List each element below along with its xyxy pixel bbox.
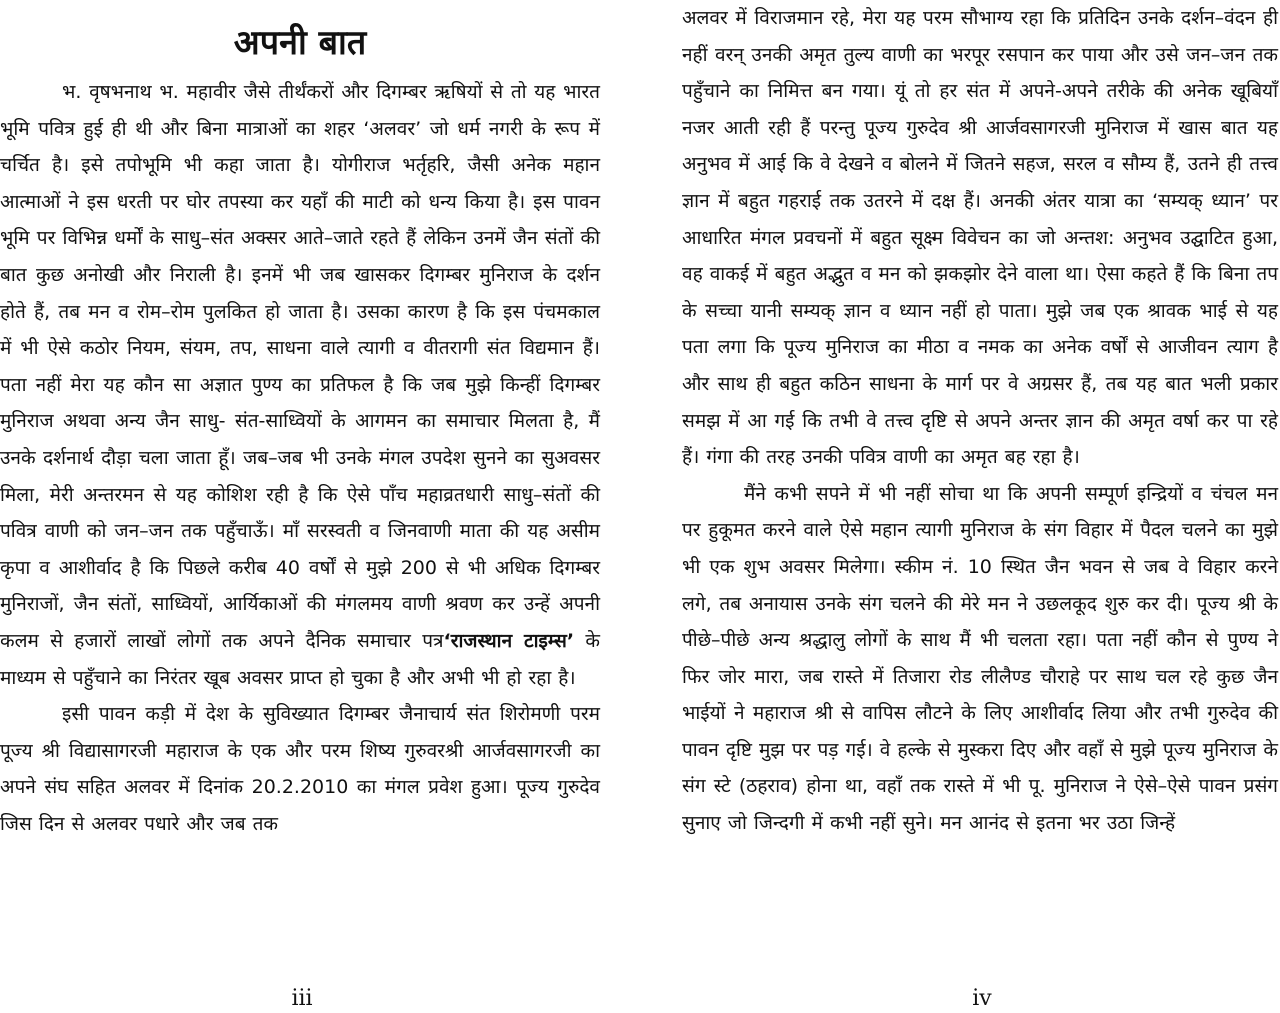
- right-page: [640, 0, 1280, 1013]
- left-paragraph-1-text: भ. वृषभनाथ भ. महावीर जैसे तीर्थंकरों और दिगम्बर ऋषियों से तो यह भारत भूमि पवित्र हुई ही थी और बिना मात्राओं का शहर ‘अलवर’ जो धर्म नगरी के रूप में चर्चित है। इसे तपोभूमि भी कहा जाता है। योगीराज भर्तृहरि, जैसी अनेक महान आत्माओं ने इस धरती पर घोर तपस्या कर यहाँ की माटी को धन्य किया है। इस पावन भूमि पर विभिन्न धर्मों के साधु–संत अक्सर आते–जाते रहते हैं लेकिन उनमें जैन संतों की बात कुछ अनोखी और निराली है। इनमें भी जब खासकर दिगम्बर मुनिराज के दर्शन होते हैं, तब मन व रोम–रोम पुलकित हो जाता है। उसका कारण है कि इस पंचमकाल में भी ऐसे कठोर नियम, संयम, तप, साधना वाले त्यागी व वीतरागी संत विद्यमान हैं। पता नहीं मेरा यह कौन सा अज्ञात पुण्य का प्रतिफल है कि जब मुझे किन्हीं दिगम्बर मुनिराज अथवा अन्य जैन साधु- संत-साध्वियों के आगमन का समाचार मिलता है, मैं उनके दर्शनार्थ दौड़ा चला जाता हूँ। जब–जब भी उनके मंगल उपदेश सुनने का सुअवसर मिला, मेरी अन्तरमन से यह कोशिश रही है कि ऐसे पाँच महाव्रतधारी साधु–संतों की पवित्र वाणी को जन–जन तक पहुँचाऊँ। माँ सरस्वती व जिनवाणी माता की यह असीम कृपा व आशीर्वाद है कि पिछले करीब 40 वर्षों से मुझे 200 से भी अधिक दिगम्बर मुनिराजों, जैन संतों, साध्वियों, आर्यिकाओं की मंगलमय वाणी श्रवण कर उन्हें अपनी कलम से हजारों लाखों लोगों तक अपने दैनिक समाचार पत्र: [0, 81, 600, 652]
- page-number-left: iii: [291, 986, 313, 1011]
- right-paragraph-1: अलवर में विराजमान रहे, मेरा यह परम सौभाग्य रहा कि प्रतिदिन उनके दर्शन–वंदन ही नहीं वरन् उनकी अमृत तुल्य वाणी का भरपूर रसपान कर पाया और उसे जन–जन तक पहुँचाने का निमित्त बन गया। यूं तो हर संत में अपने-अपने तरीके की अनेक खूबियाँ नजर आती रही हैं परन्तु पूज्य गुरुदेव श्री आर्जवसागरजी मुनिराज में खास बात यह अनुभव में आई कि वे देखने व बोलने में जितने सहज, सरल व सौम्य हैं, उतने ही तत्त्व ज्ञान में बहुत गहराई तक उतरने में दक्ष हैं। अनकी अंतर यात्रा का ‘सम्यक् ध्यान’ पर आधारित मंगल प्रवचनों में बहुत सूक्ष्म विवेचन का जो अन्तश: अनुभव उद्घाटित हुआ, वह वाकई में बहुत अद्भुत व मन को झकझोर देने वाला था। ऐसा कहते हैं कि बिना तप के सच्चा यानी सम्यक् ज्ञान व ध्यान नहीं हो पाता। मुझे जब एक श्रावक भाई से यह पता लगा कि पूज्य मुनिराज का मीठा व नमक का अनेक वर्षों से आजीवन त्याग है और साथ ही बहुत कठिन साधना के मार्ग पर वे अग्रसर हैं, तब यह बात भली प्रकार समझ में आ गई कि तभी वे तत्त्व दृष्टि से अपने अन्तर ज्ञान की अमृत वर्षा कर पा रहे हैं। गंगा की तरह उनकी पवित्र वाणी का अमृत बह रहा है।: [682, 7, 1278, 469]
- right-paragraph-2: मैंने कभी सपने में भी नहीं सोचा था कि अपनी सम्पूर्ण इन्द्रियों व चंचल मन पर हुकूमत करने वाले ऐसे महान त्यागी मुनिराज के संग विहार में पैदल चलने का मुझे भी एक शुभ अवसर मिलेगा। स्कीम नं. 10 स्थित जैन भवन से जब वे विहार करने लगे, तब अनायास उनके संग चलने की मेरे मन ने उछलकूद शुरु कर दी। पूज्य श्री के पीछे–पीछे अन्य श्रद्धालु लोगों के साथ मैं भी चलता रहा। पता नहीं कौन से पुण्य ने फिर जोर मारा, जब रास्ते में तिजारा रोड लीलैण्ड चौराहे पर साथ चल रहे कुछ जैन भाईयों ने महाराज श्री से वापिस लौटने के लिए आशीर्वाद लिया और तभी गुरुदेव की पावन दृष्टि मुझ पर पड़ गई। वे हल्के से मुस्करा दिए और वहाँ से मुझे पूज्य मुनिराज के संग स्टे (ठहराव) होना था, वहाँ तक रास्ते में भी पू. मुनिराज ने ऐसे–ऐसे पावन प्रसंग सुनाए जो जिन्दगी में कभी नहीं सुने। मन आनंद से इतना भर उठा जिन्हें: [682, 482, 1278, 835]
- page-title: अपनी बात: [233, 23, 367, 63]
- left-paragraph-2: इसी पावन कड़ी में देश के सुविख्यात दिगम्बर जैनाचार्य संत शिरोमणी परम पूज्य श्री विद्यासागरजी महाराज के एक और परम शिष्य गुरुवरश्री आर्जवसागरजी का अपने संघ सहित अलवर में दिनांक 20.2.2010 का मंगल प्रवेश हुआ। पूज्य गुरुदेव जिस दिन से अलवर पधारे और जब तक: [0, 703, 600, 835]
- left-paragraph-1: [0, 74, 600, 696]
- left-paragraph-1-end: के माध्यम से पहुँचाने का निरंतर खूब अवसर प्राप्त हो चुका है और अभी भी हो रहा है।: [0, 629, 600, 689]
- page-number-right: iv: [972, 986, 992, 1011]
- newspaper-name: ‘राजस्थान टाइम्स’: [443, 629, 575, 652]
- right-page-body: [682, 0, 1278, 842]
- left-page-body: [0, 74, 600, 842]
